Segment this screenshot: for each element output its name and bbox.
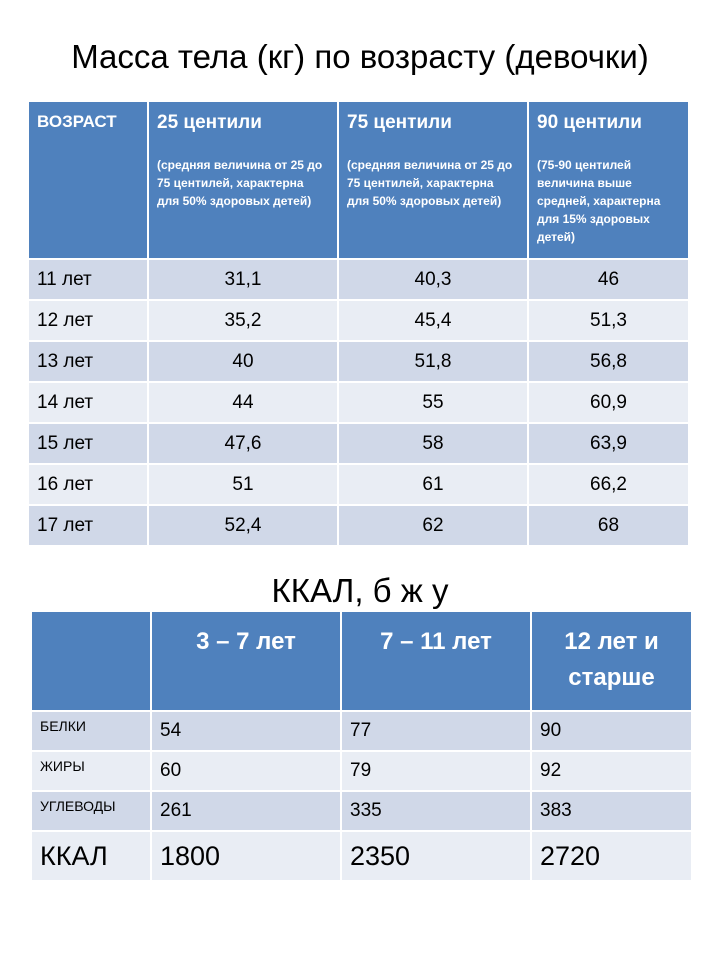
- header-age-3-7: 3 – 7 лет: [151, 611, 341, 711]
- nutrition-table-header: [31, 611, 692, 711]
- age-cell: 11 лет: [28, 259, 148, 300]
- p75-cell: 45,4: [338, 300, 528, 341]
- p90-cell: 68: [528, 505, 689, 546]
- value-cell: 90: [531, 711, 692, 751]
- value-cell: 92: [531, 751, 692, 791]
- p25-cell: 47,6: [148, 423, 338, 464]
- value-cell: 383: [531, 791, 692, 831]
- p75-cell: 58: [338, 423, 528, 464]
- row-label: БЕЛКИ: [31, 711, 151, 751]
- p90-cell: 46: [528, 259, 689, 300]
- age-cell: 13 лет: [28, 341, 148, 382]
- p25-cell: 40: [148, 341, 338, 382]
- value-cell: 2350: [341, 831, 531, 881]
- value-cell: 261: [151, 791, 341, 831]
- p25-cell: 51: [148, 464, 338, 505]
- table-row: [28, 464, 689, 505]
- p90-cell: 51,3: [528, 300, 689, 341]
- value-cell: 335: [341, 791, 531, 831]
- value-cell: 1800: [151, 831, 341, 881]
- value-cell: 2720: [531, 831, 692, 881]
- row-label: ККАЛ: [31, 831, 151, 881]
- header-p25: 25 центили (средняя величина от 25 до 75 центилей, характерна для 50% здоровых детей): [148, 101, 338, 259]
- table-row: [31, 751, 692, 791]
- p25-cell: 44: [148, 382, 338, 423]
- table-row: [28, 341, 689, 382]
- value-cell: 79: [341, 751, 531, 791]
- age-cell: 14 лет: [28, 382, 148, 423]
- p90-cell: 60,9: [528, 382, 689, 423]
- p25-cell: 35,2: [148, 300, 338, 341]
- p75-cell: 55: [338, 382, 528, 423]
- table-row: [31, 791, 692, 831]
- header-p90: 90 центили (75-90 центилей величина выше средней, характерна для 15% здоровых детей): [528, 101, 689, 259]
- p75-cell: 51,8: [338, 341, 528, 382]
- table-row: [31, 831, 692, 881]
- row-label: УГЛЕВОДЫ: [31, 791, 151, 831]
- weight-table-title: Масса тела (кг) по возрасту (девочки): [71, 38, 649, 75]
- age-cell: 17 лет: [28, 505, 148, 546]
- value-cell: 54: [151, 711, 341, 751]
- weight-table: [27, 100, 690, 547]
- table-row: [28, 300, 689, 341]
- p90-cell: 63,9: [528, 423, 689, 464]
- weight-table-header: [28, 101, 689, 259]
- table-row: [28, 505, 689, 546]
- header-age-7-11: 7 – 11 лет: [341, 611, 531, 711]
- header-p75: 75 центили (средняя величина от 25 до 75 центилей, характерна для 50% здоровых детей): [338, 101, 528, 259]
- header-empty: [31, 611, 151, 711]
- p90-cell: 56,8: [528, 341, 689, 382]
- table-row: [28, 259, 689, 300]
- nutrition-table-title: ККАЛ, б ж у: [271, 572, 449, 609]
- p90-cell: 66,2: [528, 464, 689, 505]
- table-row: [28, 382, 689, 423]
- p75-cell: 62: [338, 505, 528, 546]
- table-row: [31, 711, 692, 751]
- table-row: [28, 423, 689, 464]
- value-cell: 77: [341, 711, 531, 751]
- age-cell: 16 лет: [28, 464, 148, 505]
- age-cell: 12 лет: [28, 300, 148, 341]
- p25-cell: 31,1: [148, 259, 338, 300]
- header-age: ВОЗРАСТ: [28, 101, 148, 259]
- value-cell: 60: [151, 751, 341, 791]
- p75-cell: 61: [338, 464, 528, 505]
- header-age-12-plus: 12 лет и старше: [531, 611, 692, 711]
- age-cell: 15 лет: [28, 423, 148, 464]
- row-label: ЖИРЫ: [31, 751, 151, 791]
- p25-cell: 52,4: [148, 505, 338, 546]
- nutrition-table: [30, 610, 693, 882]
- p75-cell: 40,3: [338, 259, 528, 300]
